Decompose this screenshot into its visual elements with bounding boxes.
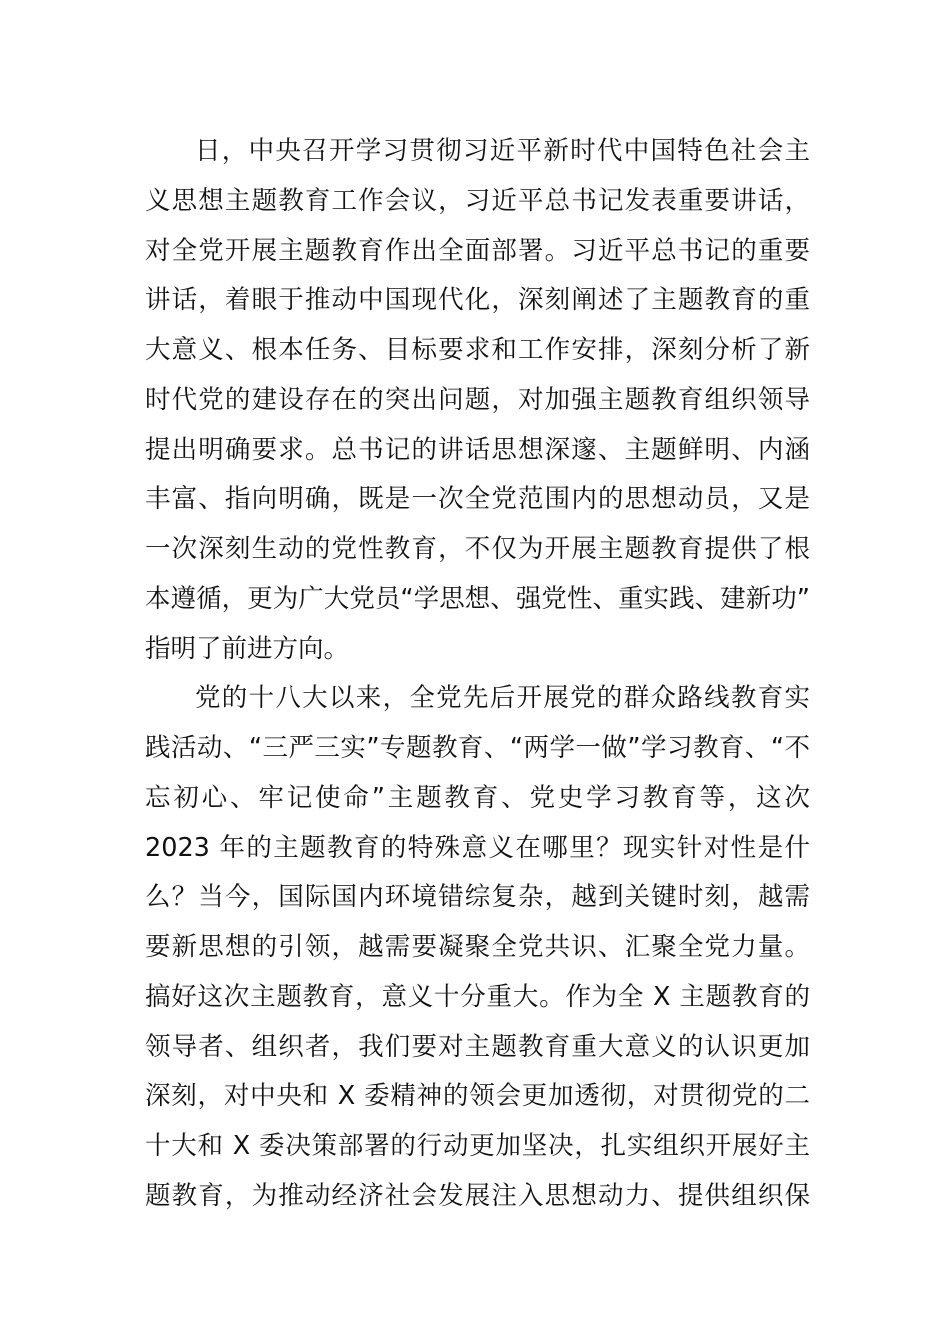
text-line: 十大和 X 委决策部署的行动更加坚决，扎实组织开展好主 — [145, 1131, 810, 1161]
text-line: 领导者、组织者，我们要对主题教育重大意义的认识更加 — [145, 1031, 810, 1062]
text-line: 讲话，着眼于推动中国现代化，深刻阐述了主题教育的重 — [145, 285, 810, 316]
text-line: 时代党的建设存在的突出问题，对加强主题教育组织领导 — [145, 384, 810, 415]
text-line: 么？当今，国际国内环境错综复杂，越到关键时刻，越需 — [145, 882, 810, 913]
body-text — [145, 127, 810, 1222]
text-line: 义思想主题教育工作会议，习近平总书记发表重要讲话， — [145, 185, 810, 216]
text-line: 践活动、“三严三实”专题教育、“两学一做”学习教育、“不 — [145, 733, 810, 763]
text-line: 本遵循，更为广大党员“学思想、强党性、重实践、建新功” — [145, 583, 810, 614]
paragraph-2 — [145, 674, 810, 1221]
text-line: 日，中央召开学习贯彻习近平新时代中国特色社会主 — [195, 136, 810, 166]
text-line: 题教育，为推动经济社会发展注入思想动力、提供组织保 — [145, 1180, 810, 1211]
text-line: 一次深刻生动的党性教育，不仅为开展主题教育提供了根 — [145, 534, 810, 564]
text-line: 要新思想的引领，越需要凝聚全党共识、汇聚全党力量。 — [145, 932, 810, 962]
text-line: 忘初心、牢记使命”主题教育、党史学习教育等，这次 — [145, 782, 810, 813]
text-line: 提出明确要求。总书记的讲话思想深邃、主题鲜明、内涵 — [145, 434, 810, 465]
text-line: 2023 年的主题教育的特殊意义在哪里？现实针对性是什 — [145, 832, 810, 863]
text-line: 对全党开展主题教育作出全面部署。习近平总书记的重要 — [145, 235, 810, 266]
text-line: 大意义、根本任务、目标要求和工作安排，深刻分析了新 — [145, 335, 810, 365]
text-line: 搞好这次主题教育，意义十分重大。作为全 X 主题教育的 — [145, 981, 810, 1012]
paragraph-1 — [145, 127, 810, 674]
text-line: 党的十八大以来，全党先后开展党的群众路线教育实 — [195, 683, 810, 714]
text-line: 丰富、指向明确，既是一次全党范围内的思想动员，又是 — [145, 484, 810, 515]
text-line: 指明了前进方向。 — [145, 633, 350, 664]
text-line: 深刻，对中央和 X 委精神的领会更加透彻，对贯彻党的二 — [145, 1081, 810, 1112]
